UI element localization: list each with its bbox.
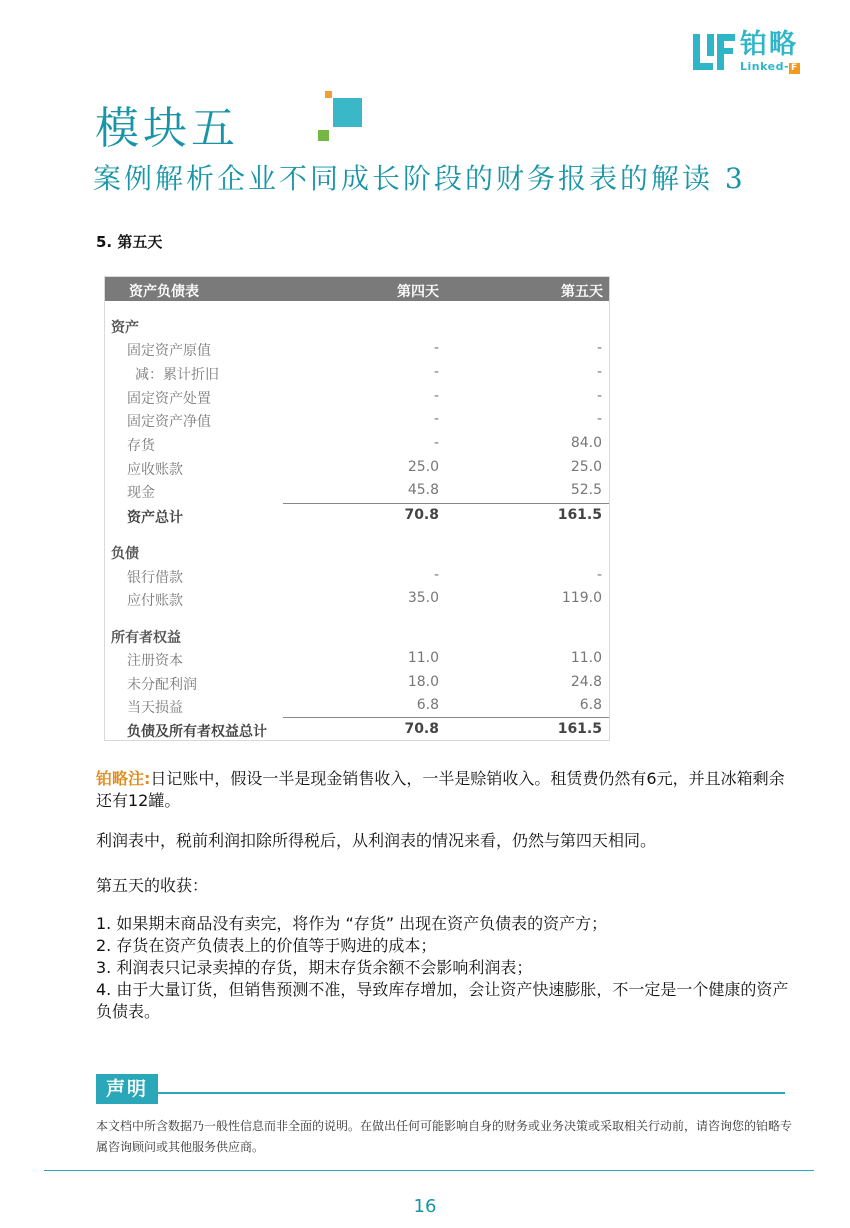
total-rule [283,717,609,718]
decor-square-green [318,130,329,141]
table-row: 应付账款 35.0 119.0 [127,590,602,609]
list-item: 2. 存货在资产负债表上的价值等于购进的成本； [96,936,437,955]
total-rule [283,503,609,504]
table-row: 减：累计折旧 - - [135,364,602,383]
logo-badge: F [791,63,798,73]
table-row: 存货 - 84.0 [127,435,602,454]
decor-square-orange [325,91,332,98]
paragraph-profit: 利润表中，税前利润扣除所得税后，从利润表的情况来看，仍然与第四天相同。 [96,831,657,850]
footer-divider [44,1170,814,1171]
disclaimer-tag: 声明 [96,1074,158,1104]
table-row: 现金 45.8 52.5 [127,482,602,501]
disclaimer-divider [158,1092,785,1094]
table-row: 注册资本 11.0 11.0 [127,650,602,669]
logo-cn-text: 铂略 [740,29,798,60]
table-row: 固定资产净值 - - [127,411,602,430]
list-item: 1. 如果期末商品没有卖完，将作为 “存货” 出现在资产负债表的资产方； [96,914,608,933]
table-row: 当天损益 6.8 6.8 [127,697,602,716]
page-subtitle: 案例解析企业不同成长阶段的财务报表的解读 3 [93,162,746,195]
header-col-day5: 第五天 [561,284,603,300]
brand-logo [693,29,813,73]
list [96,913,796,1023]
total-row-liabilities-equity: 负债及所有者权益总计 70.8 161.5 [127,721,602,740]
table-header [105,277,609,301]
note-text: 日记账中，假设一半是现金销售收入，一半是赊销收入。租赁费仍然有6元，并且冰箱剩余还有12罐。 [96,769,785,810]
total-row-assets: 资产总计 70.8 161.5 [127,507,602,526]
page-number: 16 [413,1196,437,1217]
disclaimer-text: 本文档中所含数据乃一般性信息而非全面的说明。在做出任何可能影响自身的财务或业务决策或采取相关行动前，请咨询您的铂略专属咨询顾问或其他服务供应商。 [96,1119,793,1154]
note-paragraph [96,768,796,812]
list-item: 4. 由于大量订货，但销售预测不准，导致库存增加，会让资产快速膨胀，不一定是一个健康的资产负债表。 [96,980,789,1021]
table-row: 未分配利润 18.0 24.8 [127,674,602,693]
paragraph-gains: 第五天的收获： [96,876,209,895]
header-col-label: 资产负债表 [129,284,199,300]
table-row: 固定资产原值 - - [127,340,602,359]
table-row: 应收账款 25.0 25.0 [127,459,602,478]
header-col-day4: 第四天 [397,284,439,300]
logo-mark-icon [693,34,735,70]
balance-sheet-table [104,276,610,741]
table-row: 固定资产处置 - - [127,388,602,407]
logo-en-text: Linked- F [740,60,798,73]
table-row: 银行借款 - - [127,567,602,586]
section-title: 5. 第五天 [96,233,163,251]
module-title: 模块五 [95,103,239,154]
group-assets: 资产 [111,320,139,336]
list-item: 3. 利润表只记录卖掉的存货，期末存货余额不会影响利润表； [96,958,533,977]
decor-square-teal [333,98,362,127]
note-label: 铂略注: [96,769,151,788]
group-equity: 所有者权益 [111,630,181,646]
group-liabilities: 负债 [111,546,139,562]
